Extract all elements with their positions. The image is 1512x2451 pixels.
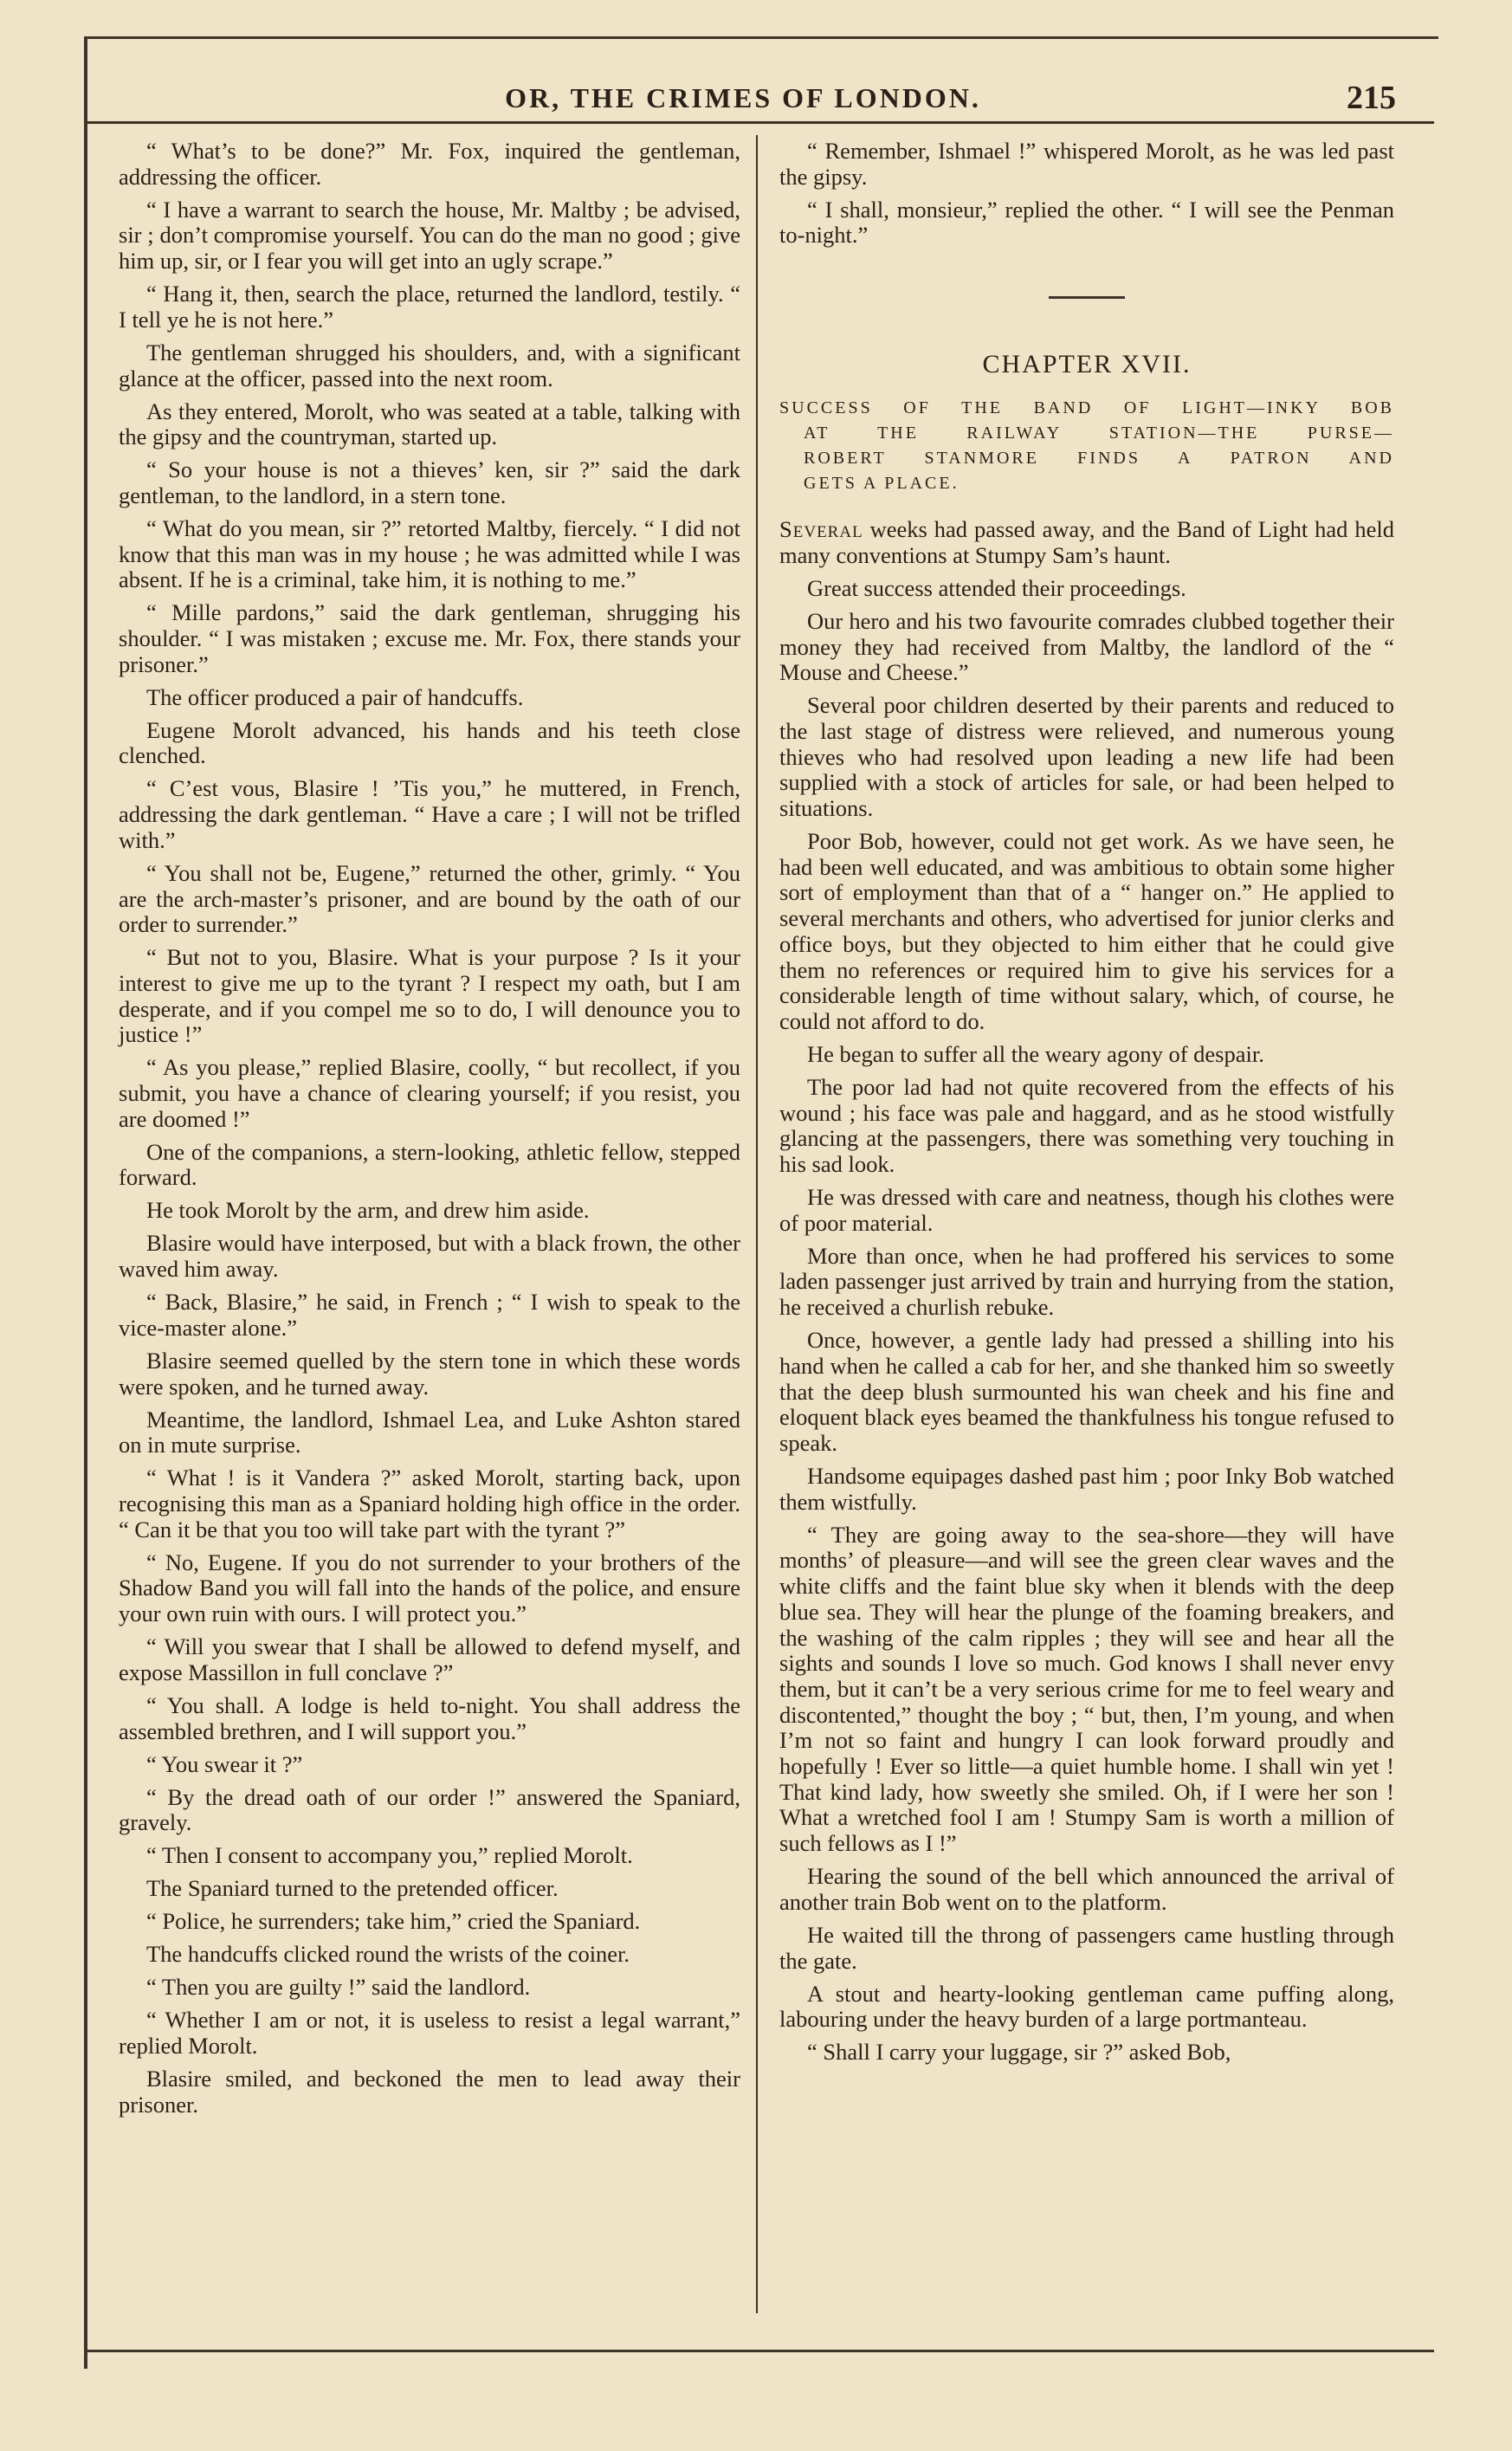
paragraph: “ Then you are guilty !” said the landlord. xyxy=(146,1974,531,2001)
paragraph: “ Remember, Ishmael !” whispered Morolt, as he was led past the gipsy. xyxy=(779,138,1394,190)
paragraph: “ As you please,” replied Blasire, coolly, “ but recollect, if you submit, you have a chance of clearing yourself; if you resist, you are doomed !” xyxy=(119,1054,740,1132)
paragraph: Great success attended their proceedings. xyxy=(807,574,1186,601)
paragraph: “ No, Eugene. If you do not surrender to your brothers of the Shadow Band you will fall into the hands of the police, and ensure your own ruin with ours. I will protect you.” xyxy=(119,1549,740,1627)
opening-word: Several xyxy=(779,516,863,543)
paragraph: The handcuffs clicked round the wrists of the coiner. xyxy=(146,1941,630,1968)
section-separator xyxy=(1049,296,1125,299)
paragraph: “ I have a warrant to search the house, Mr. Maltby ; be advised, sir ; don’t compromise yourself. You can do the man no good ; give him up, sir, or I fear you will get into an ugly scrape.” xyxy=(119,196,740,275)
paragraph: The Spaniard turned to the pretended officer. xyxy=(146,1875,559,1902)
synopsis-line: ROBERT STANMORE FINDS A PATRON AND xyxy=(804,449,1394,469)
paragraph: Our hero and his two favourite comrades clubbed together their money they had received from Maltby, the landlord of the “ Mouse and Cheese.” xyxy=(779,607,1394,686)
paragraph: “ But not to you, Blasire. What is your purpose ? Is it your interest to give me up to the tyrant ? I respect my oath, but I am desperate, and if you compel me so to do, I will denounce you to justice !” xyxy=(119,944,740,1048)
synopsis-line: SUCCESS OF THE BAND OF LIGHT—INKY BOB xyxy=(779,398,1394,418)
paragraph: “ What’s to be done?” Mr. Fox, inquired the gentleman, addressing the officer. xyxy=(119,138,740,190)
paragraph: “ Mille pardons,” said the dark gentleman, shrugging his shoulder. “ I was mistaken ; excuse me. Mr. Fox, there stands your prisoner.” xyxy=(119,599,740,677)
paragraph: “ Whether I am or not, it is useless to resist a legal warrant,” replied Morolt. xyxy=(119,2007,740,2059)
chapter-opening-paragraph xyxy=(779,517,1394,568)
paragraph: He waited till the throng of passengers came hustling through the gate. xyxy=(779,1921,1394,1974)
paragraph: Handsome equipages dashed past him ; poor Inky Bob watched them wistfully. xyxy=(779,1462,1394,1515)
paragraph: “ Police, he surrenders; take him,” cried the Spaniard. xyxy=(146,1908,641,1935)
right-column xyxy=(779,139,1394,2073)
column-divider xyxy=(756,135,758,2313)
paragraph: Several poor children deserted by their parents and reduced to the last stage of distress were relieved, and numerous young thieves who had resolved upon leading a new life had been supplied with a stock of articles for sale, or had been helped to situations. xyxy=(779,692,1394,822)
page-number: 215 xyxy=(1347,80,1396,116)
paragraph: “ Hang it, then, search the place, returned the landlord, testily. “ I tell ye he is not here.” xyxy=(119,281,740,333)
paragraph: “ By the dread oath of our order !” answered the Spaniard, gravely. xyxy=(119,1783,740,1836)
synopsis-line: AT THE RAILWAY STATION—THE PURSE— xyxy=(804,424,1394,443)
paragraph: He began to suffer all the weary agony of despair. xyxy=(807,1040,1264,1067)
paragraph: “ I shall, monsieur,” replied the other. “ I will see the Penman to-night.” xyxy=(779,196,1394,249)
running-head xyxy=(90,76,1396,120)
chapter-synopsis xyxy=(779,396,1394,496)
paragraph: Eugene Morolt advanced, his hands and his teeth close clenched. xyxy=(119,716,740,769)
paragraph: “ C’est vous, Blasire ! ’Tis you,” he muttered, in French, addressing the dark gentleman. “ Have a care ; I will not be trifled with.” xyxy=(119,775,740,853)
paragraph: “ You shall not be, Eugene,” returned the other, grimly. “ You are the arch-master’s prisoner, and are bound by the oath of our order to surrender.” xyxy=(119,859,740,938)
paragraph: “ You shall. A lodge is held to-night. You shall address the assembled brethren, and I will support you.” xyxy=(119,1691,740,1744)
paragraph: “ Will you swear that I shall be allowed to defend myself, and expose Massillon in full conclave ?” xyxy=(119,1633,740,1685)
paragraph: “ What do you mean, sir ?” retorted Maltby, fiercely. “ I did not know that this man was in my house ; he was admitted while I was absent. If he is a criminal, take him, it is nothing to me.” xyxy=(119,514,740,593)
footer-rule xyxy=(87,2350,1434,2352)
header-rule xyxy=(87,121,1434,124)
paragraph: “ So your house is not a thieves’ ken, sir ?” said the dark gentleman, to the landlord, in a stern tone. xyxy=(119,456,740,508)
chapter-title: CHAPTER XVII. xyxy=(982,350,1192,379)
paragraph: “ You swear it ?” xyxy=(146,1750,303,1777)
paragraph: Hearing the sound of the bell which announced the arrival of another train Bob went on to the platform. xyxy=(779,1863,1394,1915)
paragraph: The officer produced a pair of handcuffs. xyxy=(146,683,524,710)
paragraph: Blasire seemed quelled by the stern tone in which these words were spoken, and he turned away. xyxy=(119,1347,740,1400)
paragraph: One of the companions, a stern-looking, athletic fellow, stepped forward. xyxy=(119,1138,740,1191)
paragraph: As they entered, Morolt, who was seated at a table, talking with the gipsy and the countryman, started up. xyxy=(119,398,740,450)
paragraph: “ Back, Blasire,” he said, in French ; “ I wish to speak to the vice-master alone.” xyxy=(119,1289,740,1341)
left-column xyxy=(119,139,740,2125)
paragraph: Poor Bob, however, could not get work. As we have seen, he had been well educated, and was ambitious to obtain some higher sort of employment than that of a “ hanger on.” He applied to several merchants and others, who advertised for junior clerks and office boys, but they objected to him either that he could give them no references or required him to give his services for a considerable length of time without salary, which, of course, he could not afford to do. xyxy=(779,828,1394,1034)
opening-rest: weeks had passed away, and the Band of Light had held many conventions at Stumpy Sam’s haunt. xyxy=(779,516,1394,568)
paragraph: The gentleman shrugged his shoulders, and, with a significant glance at the officer, passed into the next room. xyxy=(119,339,740,391)
paragraph: More than once, when he had proffered his services to some laden passenger just arrived by train and hurrying from the station, he received a churlish rebuke. xyxy=(779,1242,1394,1321)
paragraph: “ They are going away to the sea-shore—they will have months’ of pleasure—and will see the green clear waves and the white cliffs and the faint blue sky when it blends with the deep blue sea. They will hear the plunge of the foaming breakers, and the washing of the calm ripples ; they will see and hear all the sights and sounds I love so much. God knows I shall never envy them, but it can’t be a very serious crime for me to feel weary and discontented,” thought the boy ; “ but, then, I’m young, and when I’m not so faint and hungry I can look forward proudly and hopefully ! Ever so little—a quiet humble home. I shall win yet ! That kind lady, how sweetly she smiled. Oh, if I were her son ! What a wretched fool I am ! Stumpy Sam is worth a million of such fellows as I !” xyxy=(779,1521,1394,1857)
paragraph: “ What ! is it Vandera ?” asked Morolt, starting back, upon recognising this man as a Spaniard holding high office in the order. “ Can it be that you too will take part with the tyrant ?” xyxy=(119,1465,740,1542)
synopsis-line: GETS A PLACE. xyxy=(804,474,960,494)
paragraph: Meantime, the landlord, Ishmael Lea, and Luke Ashton stared on in mute surprise. xyxy=(119,1406,740,1458)
paragraph: He was dressed with care and neatness, though his clothes were of poor material. xyxy=(779,1184,1394,1236)
paragraph: The poor lad had not quite recovered from the effects of his wound ; his face was pale and haggard, and as he stood wistfully glancing at the passengers, there was something very touching in his sad look. xyxy=(779,1073,1394,1178)
running-title: OR, THE CRIMES OF LONDON. xyxy=(505,82,981,113)
paragraph: A stout and hearty-looking gentleman came puffing along, labouring under the heavy burden of a large portmanteau. xyxy=(779,1980,1394,2033)
paragraph: “ Shall I carry your luggage, sir ?” asked Bob, xyxy=(807,2039,1231,2066)
paragraph: He took Morolt by the arm, and drew him aside. xyxy=(146,1197,590,1224)
paragraph: Once, however, a gentle lady had pressed a shilling into his hand when he called a cab for her, and she thanked him so sweetly that the deep blush surmounted his wan cheek and his fine and eloquent black eyes beamed the thankfulness his tongue refused to speak. xyxy=(779,1327,1394,1456)
paragraph: Blasire smiled, and beckoned the men to lead away their prisoner. xyxy=(119,2065,740,2118)
paragraph: Blasire would have interposed, but with a black frown, the other waved him away. xyxy=(119,1230,740,1283)
paragraph: “ Then I consent to accompany you,” replied Morolt. xyxy=(146,1842,633,1869)
